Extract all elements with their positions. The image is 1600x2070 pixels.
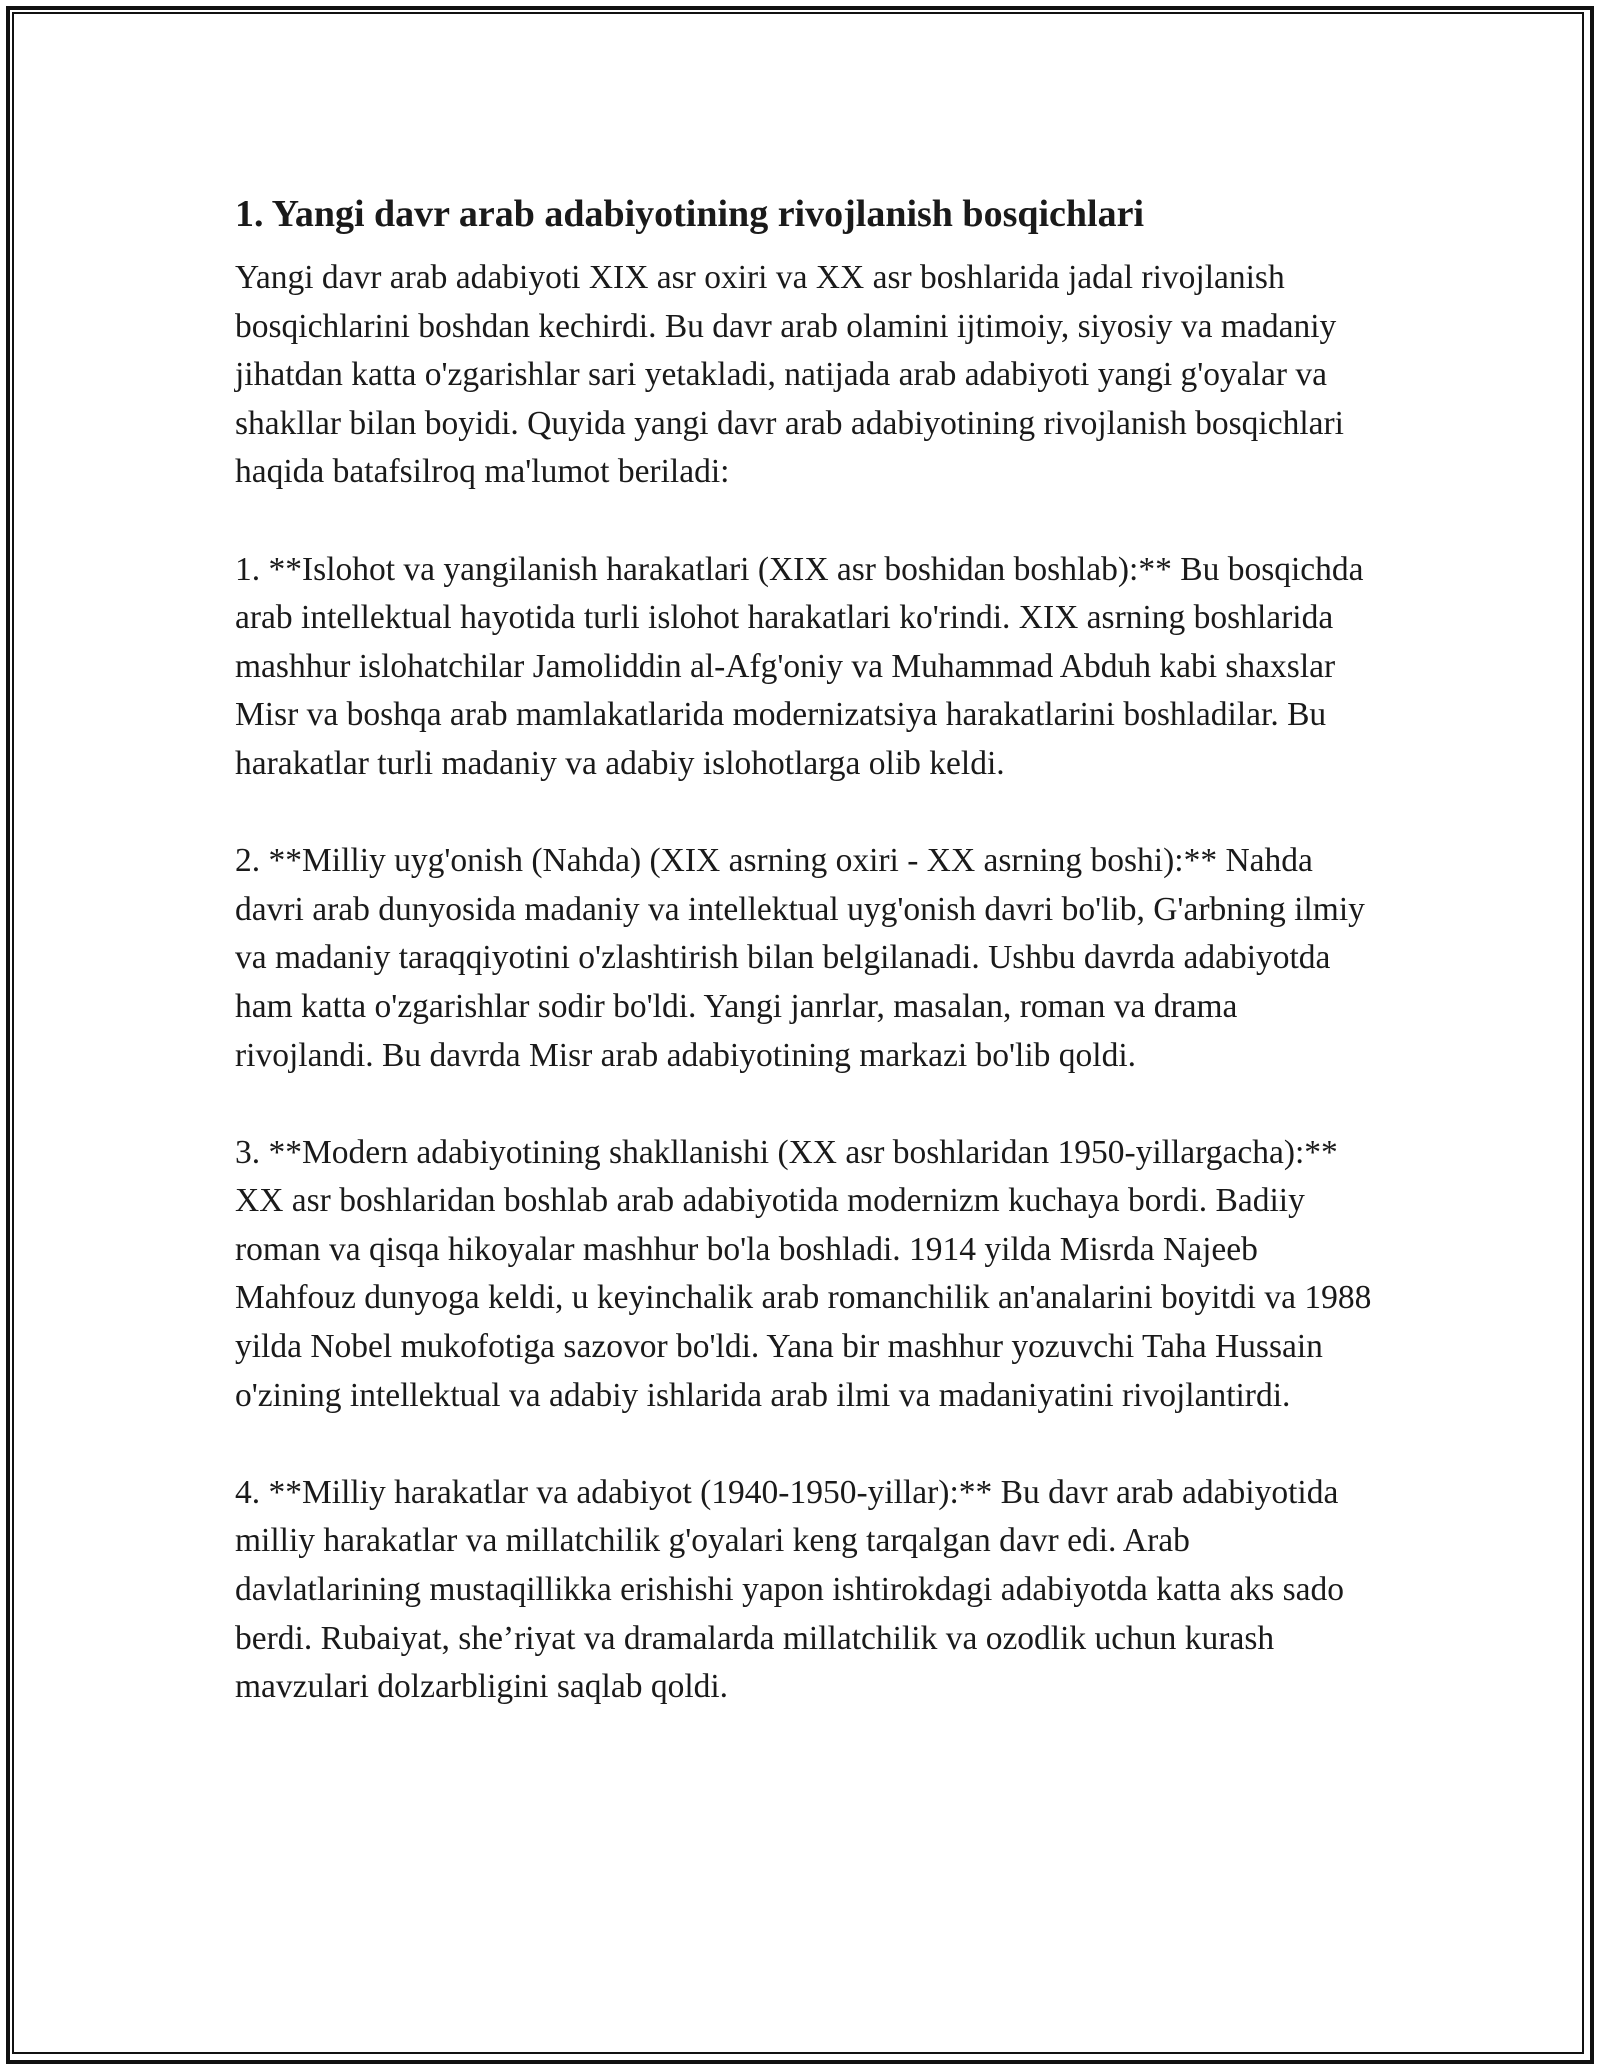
- paragraph-gap: [235, 1080, 1375, 1129]
- document-title: 1. Yangi davr arab adabiyotining rivojlanish bosqichlari: [235, 193, 1145, 235]
- list-item-4: 4. **Milliy harakatlar va adabiyot (1940-1950-yillar):** Bu davr arab adabiyotida milliy harakatlar va millatchilik g'oyalari keng tarqalgan davr edi. Arab davlatlarining mustaqillikka erishishi yapon ishtirokdagi adabiyotda katta aks sado berdi. Rubaiyat, she’riyat va dramalarda millatchilik va ozodlik uchun kurash mavzulari dolzarbligini saqlab qoldi.: [235, 1473, 1344, 1706]
- list-item-3: 3. **Modern adabiyotining shakllanishi (XX asr boshlaridan 1950-yillargacha):** XX asr boshlaridan boshlab arab adabiyotida modernizm kuchaya bordi. Badiiy roman va qisqa hikoyalar mashhur bo'la boshladi. 1914 yilda Misrda Najeeb Mahfouz dunyoga keldi, u keyinchalik arab romanchilik an'analarini boyitdi va 1988 yilda Nobel mukofotiga sazovor bo'ldi. Yana bir mashhur yozuvchi Taha Hussain o'zining intellektual va adabiy ishlarida arab ilmi va madaniyatini rivojlantirdi.: [235, 1133, 1372, 1414]
- intro-paragraph: Yangi davr arab adabiyoti XIX asr oxiri va XX asr boshlarida jadal rivojlanish bosqichlarini boshdan kechirdi. Bu davr arab olamini ijtimoiy, siyosiy va madaniy jihatdan katta o'zgarishlar sari yetakladi, natijada arab adabiyoti yangi g'oyalar va shakllar bilan boyidi. Quyida yangi davr arab adabiyotining rivojlanish bosqichlari haqida batafsilroq ma'lumot beriladi:: [235, 259, 1344, 491]
- list-item-2: 2. **Milliy uyg'onish (Nahda) (XIX asrning oxiri - XX asrning boshi):** Nahda davri arab dunyosida madaniy va intellektual uyg'onish davri bo'lib, G'arbning ilmiy va madaniy taraqqiyotini o'zlashtirish bilan belgilanadi. Ushbu davrda adabiyotda ham katta o'zgarishlar sodir bo'ldi. Yangi janrlar, masalan, roman va drama rivojlandi. Bu davrda Misr arab adabiyotining markazi bo'lib qoldi.: [235, 842, 1365, 1074]
- paragraph-gap: [235, 497, 1375, 546]
- paragraph-gap: [235, 789, 1375, 838]
- paragraph-gap: [235, 1420, 1375, 1469]
- document-content: [235, 188, 1375, 1712]
- list-item-1: 1. **Islohot va yangilanish harakatlari (XIX asr boshidan boshlab):** Bu bosqichda arab intellektual hayotida turli islohot harakatlari ko'rindi. XIX asrning boshlarida mashhur islohatchilar Jamoliddin al-Afg'oniy va Muhammad Abduh kabi shaxslar Misr va boshqa arab mamlakatlarida modernizatsiya harakatlarini boshladilar. Bu harakatlar turli madaniy va adabiy islohotlarga olib keldi.: [235, 550, 1364, 782]
- document-body: [235, 254, 1375, 1712]
